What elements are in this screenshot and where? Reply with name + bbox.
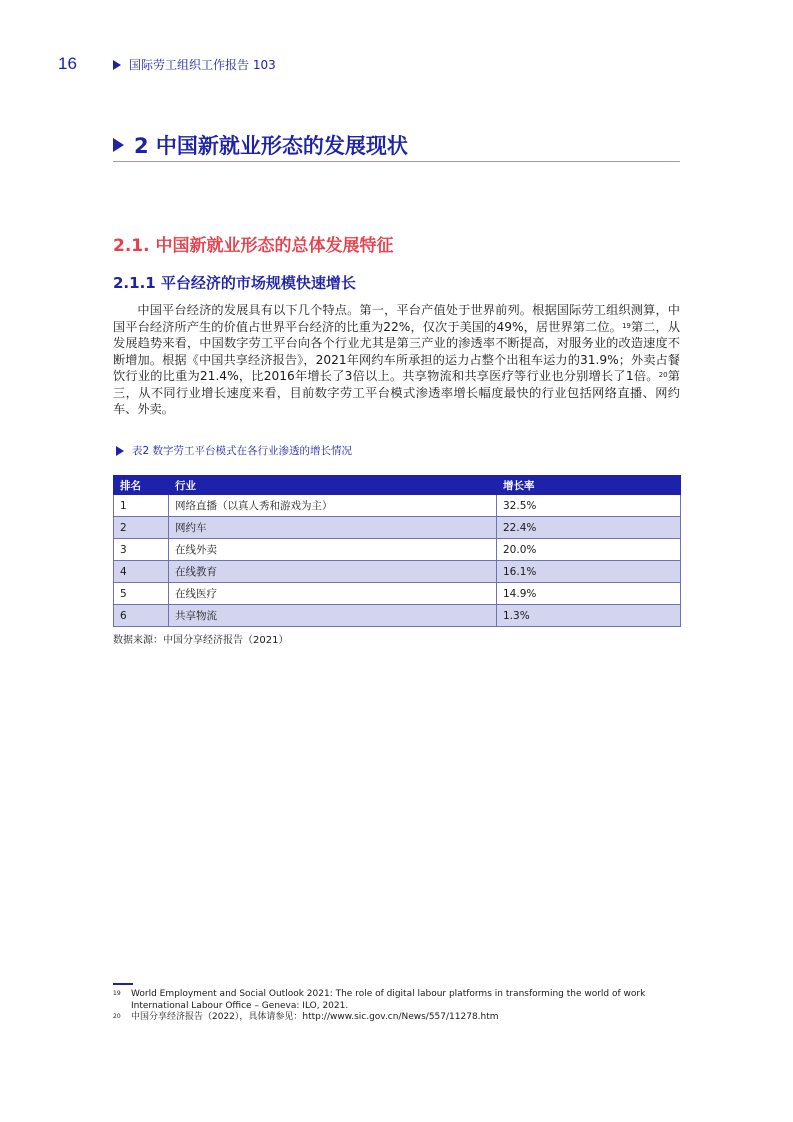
table-header-industry: 行业 xyxy=(169,476,497,495)
body-paragraph xyxy=(113,302,680,418)
table-cell-industry: 在线教育 xyxy=(169,561,497,583)
chapter-divider xyxy=(113,161,680,162)
footnote-ref-20[interactable]: 20 xyxy=(658,371,668,379)
section-title: 2.1. 中国新就业形态的总体发展特征 xyxy=(113,236,394,256)
body-text-part2: 第二，从发展趋势来看，中国数字劳工平台向各个行业尤其是第三产业的渗透率不断提高，对服务业的改造速度不断增加。根据《中国共享经济报告》，2021年网约车所承担的运力占整个出租车运力的31.9%；外卖占餐饮行业的比重为21.4%，比2016年增长了3倍以上。共享物流和共享医疗等行业也分别增长了1倍。 xyxy=(113,319,681,383)
table-row xyxy=(114,517,681,539)
table-caption xyxy=(116,443,352,458)
table-row xyxy=(114,605,681,627)
table-cell-growth: 20.0% xyxy=(497,539,681,561)
footnote-ref-19[interactable]: 19 xyxy=(621,321,631,330)
footnote-divider xyxy=(113,983,133,985)
table-row xyxy=(114,561,681,583)
table-cell-rank: 6 xyxy=(114,605,169,627)
table-cell-growth: 32.5% xyxy=(497,495,681,517)
table-cell-growth: 14.9% xyxy=(497,583,681,605)
table-row xyxy=(114,539,681,561)
footnote-number: 19 xyxy=(113,990,121,997)
table-cell-growth: 1.3% xyxy=(497,605,681,627)
table-caption-text: 表2 数字劳工平台模式在各行业渗透的增长情况 xyxy=(132,445,353,457)
triangle-bullet-icon xyxy=(116,446,124,456)
table-cell-rank: 3 xyxy=(114,539,169,561)
triangle-bullet-icon xyxy=(113,60,121,70)
body-text-part1: 中国平台经济的发展具有以下几个特点。第一，平台产值处于世界前列。根据国际劳工组织测算，中国平台经济所产生的价值占世界平台经济的比重为22%，仅次于美国的49%，居世界第二位。 xyxy=(113,303,680,334)
table-row xyxy=(114,495,681,517)
footnote-20 xyxy=(113,1011,680,1023)
subsection-title: 2.1.1 平台经济的市场规模快速增长 xyxy=(113,274,356,292)
table-cell-industry: 共享物流 xyxy=(169,605,497,627)
table-cell-industry: 在线医疗 xyxy=(169,583,497,605)
footnote-text: World Employment and Social Outlook 2021: The role of digital labour platforms in transforming the world of work International Labour Office – Geneva: ILO, 2021. xyxy=(131,989,646,1011)
running-header xyxy=(113,56,276,73)
table-header-growth: 增长率 xyxy=(497,476,681,495)
table-cell-industry: 网约车 xyxy=(169,517,497,539)
chapter-title: 2 中国新就业形态的发展现状 xyxy=(134,134,408,158)
table-cell-rank: 1 xyxy=(114,495,169,517)
chapter-heading xyxy=(113,130,408,160)
table-cell-rank: 2 xyxy=(114,517,169,539)
footnote-text: 中国分享经济报告（2022），具体请参见：http://www.sic.gov.cn/News/557/11278.htm xyxy=(131,1012,499,1022)
body-text-part3: 第三，从不同行业增长速度来看，目前数字劳工平台模式渗透率增长幅度最快的行业包括网络直播、网约车、外卖。 xyxy=(113,369,680,416)
table-cell-rank: 4 xyxy=(114,561,169,583)
growth-table xyxy=(113,475,681,627)
footnote-19 xyxy=(113,988,680,1012)
table-source-note: 数据来源：中国分享经济报告（2021） xyxy=(113,635,289,646)
table-cell-growth: 22.4% xyxy=(497,517,681,539)
table-header-row xyxy=(114,476,681,495)
table-cell-industry: 在线外卖 xyxy=(169,539,497,561)
table-cell-industry: 网络直播（以真人秀和游戏为主） xyxy=(169,495,497,517)
footnote-number: 20 xyxy=(113,1013,121,1020)
table-header-rank: 排名 xyxy=(114,476,169,495)
running-header-title: 国际劳工组织工作报告 103 xyxy=(129,58,276,72)
table-row xyxy=(114,583,681,605)
table-cell-growth: 16.1% xyxy=(497,561,681,583)
triangle-bullet-icon xyxy=(113,138,124,152)
page-number: 16 xyxy=(58,54,77,73)
table-cell-rank: 5 xyxy=(114,583,169,605)
